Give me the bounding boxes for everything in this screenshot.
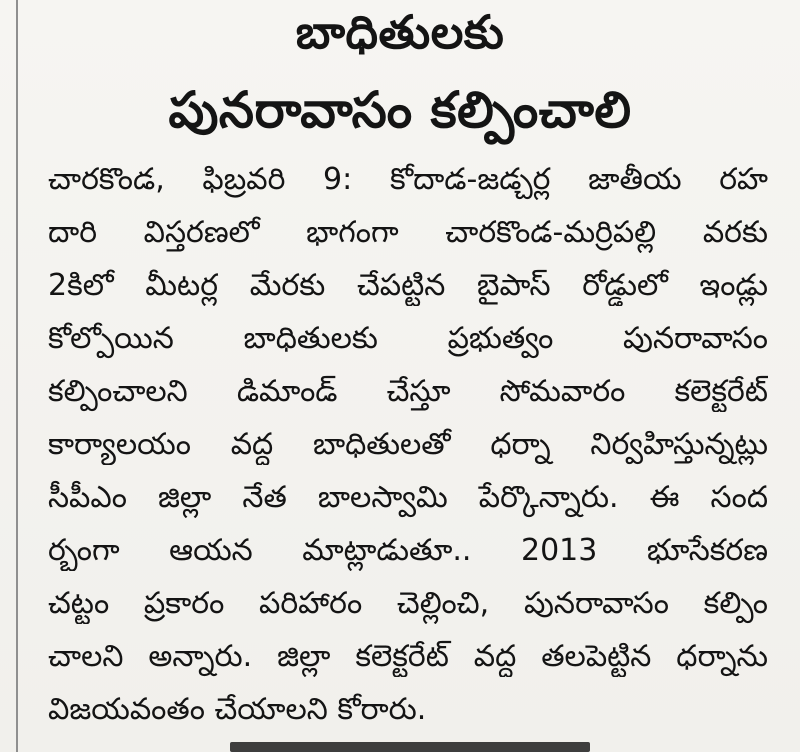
article-line-7: సీపీఎం జిల్లా నేత బాలస్వామి పేర్కొన్నారు. ఈ సంద (48, 480, 768, 515)
article-line-3: 2కిలో మీటర్ల మేరకు చేపట్టిన బైపాస్ రోడ్డులో ఇండ్లు (48, 268, 768, 303)
article-line-5: కల్పించాలని డిమాండ్ చేస్తూ సోమవారం కలెక్టరేట్ (48, 374, 768, 409)
article-line-8: ర్భంగా ఆయన మాట్లాడుతూ.. 2013 భూసేకరణ (48, 533, 768, 568)
article-line-6: కార్యాలయం వద్ద బాధితులతో ధర్నా నిర్వహిస్తున్నట్లు (48, 427, 768, 462)
article-line-1: చారకొండ, ఫిబ్రవరి 9: కోదాడ-జడ్చర్ల జాతీయ రహ (48, 162, 768, 197)
headline-line-1: బాధితులకు (295, 5, 505, 59)
next-article-fragment (230, 738, 590, 752)
article-line-10: చాలని అన్నారు. జిల్లా కలెక్టరేట్ వద్ద తలపెట్టిన ధర్నాను (48, 639, 768, 674)
article-line-2: దారి విస్తరణలో భాగంగా చారకొండ-మర్రిపల్లి వరకు (48, 215, 768, 250)
article-line-4: కోల్పోయిన బాధితులకు ప్రభుత్వం పునరావాసం (48, 321, 768, 356)
headline-line-2: పునరావాసం కల్పించాలి (168, 81, 632, 139)
article-line-11: విజయవంతం చేయాలని కోరారు. (48, 692, 427, 727)
article-line-9: చట్టం ప్రకారం పరిహారం చెల్లించి, పునరావాసం కల్పిం (48, 586, 768, 621)
